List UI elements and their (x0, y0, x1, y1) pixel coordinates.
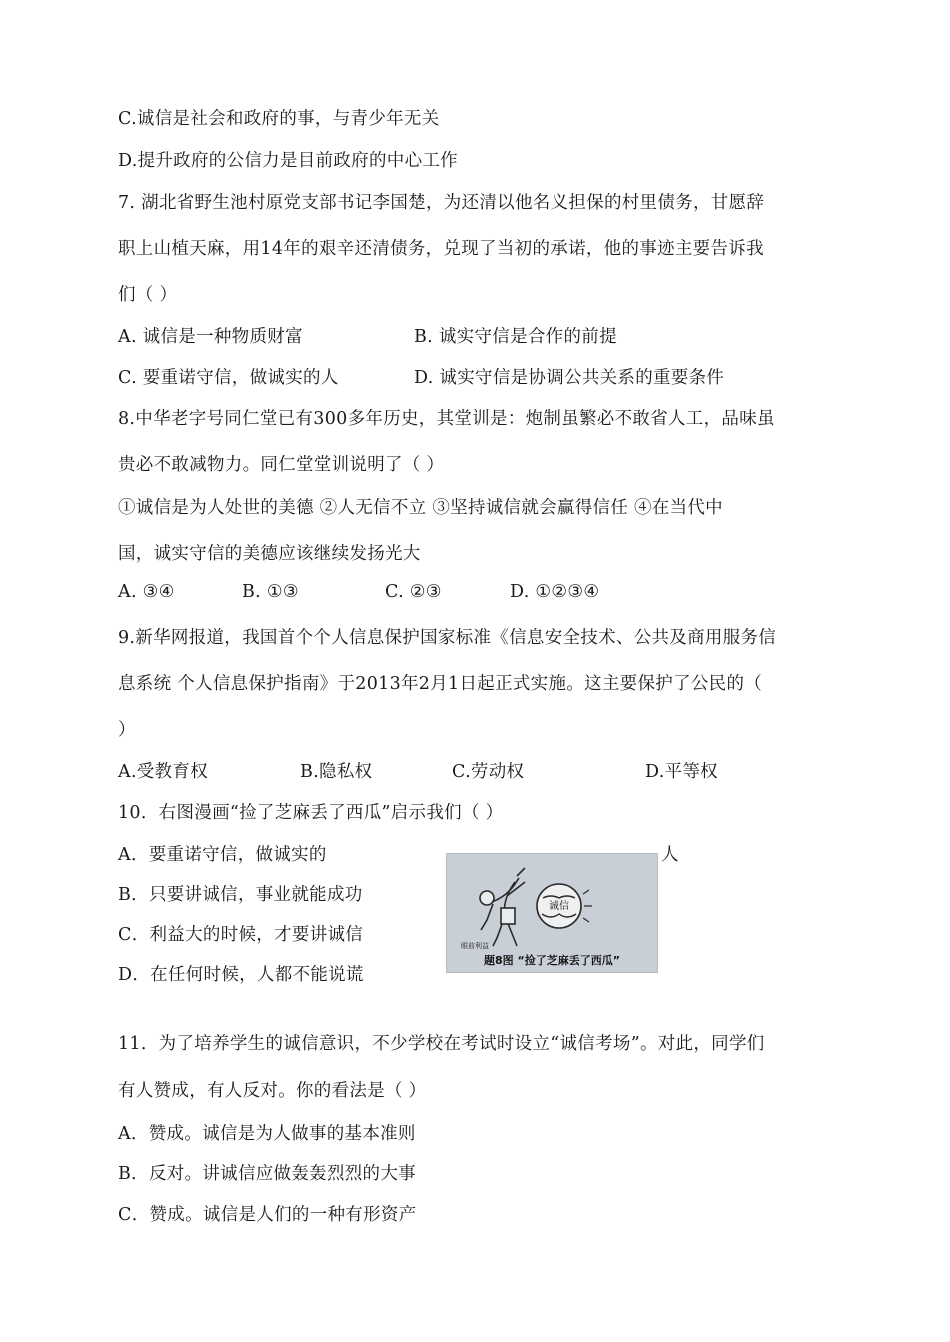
q7-stem-line-1: 7. 湖北省野生池村原党支部书记李国楚，为还清以他名义担保的村里债务，甘愿辞 (118, 193, 765, 213)
cartoon-caption: 题8图 “捡了芝麻丢了西瓜” (484, 954, 620, 967)
q10-option-a: A．要重诺守信，做诚实的 (118, 845, 327, 865)
cartoon-figure (446, 853, 658, 973)
watermelon-label: 诚信 (549, 901, 569, 912)
q7-stem-line-2: 职上山植天麻，用14年的艰辛还清债务，兑现了当初的承诺，他的事迹主要告诉我 (118, 239, 764, 259)
q8-statements-line-1: ①诚信是为人处世的美德 ②人无信不立 ③坚持诚信就会赢得信任 ④在当代中 (118, 498, 723, 518)
q10-option-b: B．只要讲诚信，事业就能成功 (118, 885, 363, 905)
q7-option-d: D. 诚实守信是协调公共关系的重要条件 (414, 368, 725, 388)
q9-option-c: C.劳动权 (452, 762, 525, 782)
q8-option-a: A. ③④ (118, 582, 175, 602)
q7-option-b: B. 诚实守信是合作的前提 (414, 327, 617, 347)
q8-option-d: D. ①②③④ (510, 582, 600, 602)
q10-stem: 10．右图漫画“捡了芝麻丢了西瓜”启示我们（ ） (118, 803, 504, 823)
q9-option-a: A.受教育权 (118, 762, 209, 782)
q9-stem-line-2: 息系统 个人信息保护指南》于2013年2月1日起正式实施。这主要保护了公民的（ (118, 674, 763, 694)
q10-option-a-tail: 人 (661, 845, 679, 865)
bending-man-drawing (480, 868, 525, 946)
q9-stem-line-1: 9.新华网报道，我国首个个人信息保护国家标准《信息安全技术、公共及商用服务信 (118, 628, 777, 648)
q9-stem-line-3: ） (118, 720, 136, 740)
q11-stem-line-2: 有人赞成，有人反对。你的看法是（ ） (118, 1081, 427, 1101)
q9-option-d: D.平等权 (645, 762, 718, 782)
q11-option-a: A．赞成。诚信是为人做事的基本准则 (118, 1124, 416, 1144)
sesame-label: 眼前利益 (461, 942, 489, 950)
q6-option-c: C.诚信是社会和政府的事，与青少年无关 (118, 109, 440, 129)
q11-option-b: B．反对。讲诚信应做轰轰烈烈的大事 (118, 1164, 416, 1184)
q7-option-a: A. 诚信是一种物质财富 (118, 327, 303, 347)
q7-stem-line-3: 们（ ） (118, 285, 178, 305)
q9-option-b: B.隐私权 (300, 762, 373, 782)
cartoon-drawing (447, 854, 657, 972)
q8-stem-line-1: 8.中华老字号同仁堂已有300多年历史，其堂训是：炮制虽繁必不敢省人工，品味虽 (118, 409, 775, 429)
q8-option-c: C. ②③ (385, 582, 442, 602)
q7-option-c: C. 要重诺守信，做诚实的人 (118, 368, 339, 388)
q10-option-d: D．在任何时候，人都不能说谎 (118, 965, 364, 985)
q11-stem-line-1: 11．为了培养学生的诚信意识，不少学校在考试时设立“诚信考场”。对此，同学们 (118, 1034, 765, 1054)
q8-statements-line-2: 国，诚实守信的美德应该继续发扬光大 (118, 544, 421, 564)
q11-option-c: C．赞成。诚信是人们的一种有形资产 (118, 1205, 417, 1225)
q10-option-c: C．利益大的时候，才要讲诚信 (118, 925, 364, 945)
q8-stem-line-2: 贵必不敢减物力。同仁堂堂训说明了（ ） (118, 455, 445, 475)
q8-option-b: B. ①③ (242, 582, 299, 602)
q6-option-d: D.提升政府的公信力是目前政府的中心工作 (118, 151, 458, 171)
